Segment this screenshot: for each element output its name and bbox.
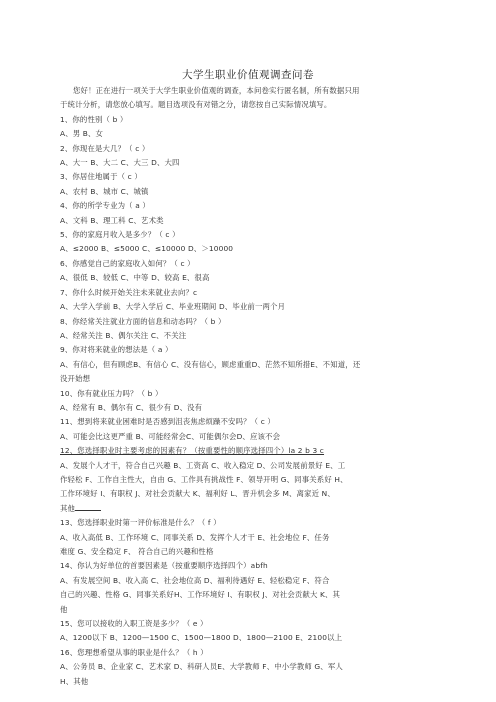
option-line: 没开始想 xyxy=(60,374,91,384)
page-title: 大学生职业价值观调查问卷 xyxy=(182,69,314,81)
question-line: 3、你居住地属于（ c ） xyxy=(60,172,142,182)
option-line: A、农村 B、城市 C、城镇 xyxy=(60,186,149,196)
question-line: 14、你认为好单位的首要因素是（按重要顺序选择四个）abfh xyxy=(60,561,268,571)
option-line: A、有信心，但有顾虑B、有信心 C、没有信心，顾虑重重D、茫然不知所措E、不知道，还 xyxy=(60,359,361,369)
option-line: 自己的兴趣、性格 G、同事关系好H、工作环境好 I、有职权 J、对社会贡献大 K、其 xyxy=(60,590,341,600)
question-line: 12、您选择职业时主要考虑的因素有？（按重要性的顺序选择四个）la 2 b 3 c xyxy=(60,446,325,456)
option-line: 工作环境好 I、有职权 J、对社会贡献大 K、福利好 L、晋升机会多 M、离家近 N、 xyxy=(60,489,335,499)
option-line: A、经常有 B、偶尔有 C、很少有 D、没有 xyxy=(60,402,203,412)
question-line: 6、你感觉自己的家庭收入如何？（ c ） xyxy=(60,258,195,268)
option-line: A、有发展空间 B、收入高 C、社会地位高 D、福利待遇好 E、轻松稳定 F、符合 xyxy=(60,575,330,585)
option-line: A、大一 B、大二 C、大三 D、大四 xyxy=(60,158,180,168)
question-line: 9、你对将来就业的想法是（ a ） xyxy=(60,345,173,355)
option-line: A、≤2000 B、≤5000 C、≤10000 D、＞10000 xyxy=(60,244,234,254)
option-line: 作轻松 F、工作自主性大，自由 G、工作具有挑战性 F、领导开明 G、同事关系好 H、 xyxy=(60,474,348,484)
question-line: 8、你经常关注就业方面的信息和动态吗？（ b ） xyxy=(60,316,226,326)
option-line: 他 xyxy=(60,604,68,614)
option-line: A、公务员 B、企业家 C、艺术家 D、科研人员E、大学教师 F、中小学教师 G、军人 xyxy=(60,662,343,672)
fill-blank xyxy=(75,502,101,511)
intro-paragraph-line: 于统计分析，请您放心填写。题目选项没有对错之分，请您按自己实际情况填写。 xyxy=(60,100,332,110)
question-line: 7、你什么时候开始关注未来就业去向？c xyxy=(60,287,198,297)
question-line: 4、你的所学专业为（ a ） xyxy=(60,201,150,211)
question-line: 10、你有就业压力吗？（ b ） xyxy=(60,388,163,398)
question-line: 16、您理想希望从事的职业是什么？（ h ） xyxy=(60,647,208,657)
question-line: 5、你的家庭月收入是多少？（ c ） xyxy=(60,230,180,240)
option-line: A、经常关注 B、偶尔关注 C、不关注 xyxy=(60,330,187,340)
option-line: A、男 B、女 xyxy=(60,129,104,139)
option-line: A、发展个人才干，符合自己兴趣 B、工资高 C、收入稳定 D、公司发展前景好 E、工 xyxy=(60,460,346,470)
option-line: A、很低 B、较低 C、中等 D、较高 E、很高 xyxy=(60,273,210,283)
option-line: H、其他 xyxy=(60,676,89,686)
option-line: A、收入高低 B、工作环境 C、同事关系 D、发挥个人才干 E、社会地位 F、任务 xyxy=(60,532,330,542)
question-line: 15、您可以接收的入职工资是多少？（ e ） xyxy=(60,619,208,629)
option-line: A、文科 B、理工科 C、艺术类 xyxy=(60,215,164,225)
option-line xyxy=(60,502,438,516)
option-line: A、可能会比这更严重 B、可能经常会C、可能偶尔会D、应该不会 xyxy=(60,431,281,441)
option-line: 难度 G、安全稳定 F、 符合自己的兴趣和性格 xyxy=(60,547,214,556)
option-text: 其他 xyxy=(60,503,76,513)
option-line: A、1200以下 B、1200—1500 C、1500—1800 D、1800—2100 E、2100以上 xyxy=(60,633,343,643)
question-line: 11、想到将来就业困难时是否感到沮丧焦虑烦躁不安吗？（ c ） xyxy=(60,417,275,427)
intro-paragraph-line: 您好！正在进行一项关于大学生职业价值观的调查，本问卷实行匿名制，所有数据只用 xyxy=(73,86,360,95)
question-line: 1、你的性别（ b ） xyxy=(60,114,128,124)
option-line: A、大学入学前 B、大学入学后 C、毕业班期间 D、毕业前一两个月 xyxy=(60,302,286,312)
question-line: 13、您选择职业时第一评价标准是什么？（ f ） xyxy=(60,518,221,528)
document-body xyxy=(60,84,438,689)
question-line: 2、你现在是大几？（ c ） xyxy=(60,143,150,153)
